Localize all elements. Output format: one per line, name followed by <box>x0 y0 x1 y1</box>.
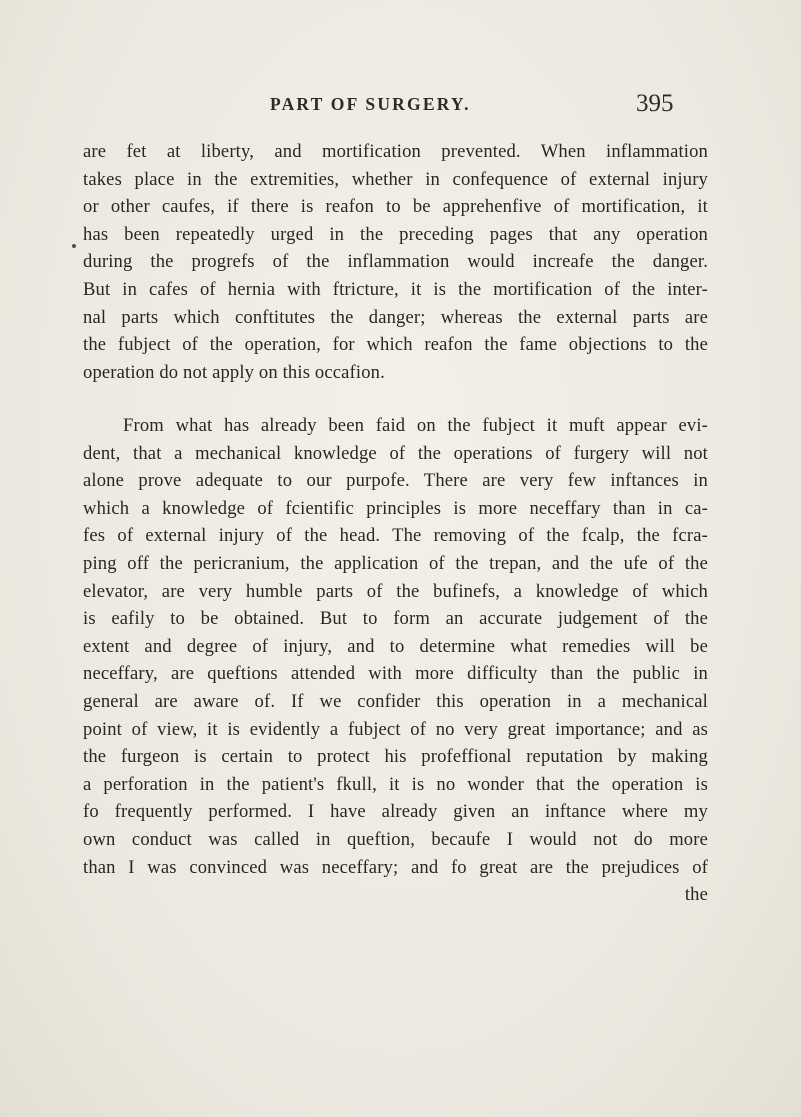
paragraph-2 <box>83 412 708 909</box>
text-line: during the progrefs of the inflammation would increafe the danger. <box>83 251 708 273</box>
text-line: which a knowledge of fcientific principles is more neceffary than in ca- <box>83 497 708 519</box>
page-header <box>0 92 801 132</box>
text-line: own conduct was called in queftion, becaufe I would not do more <box>83 828 708 850</box>
text-line: point of view, it is evidently a fubject of no very great importance; and as <box>83 718 708 740</box>
text-line: neceffary, are queftions attended with more difficulty than the public in <box>83 663 708 685</box>
text-line: are fet at liberty, and mortification prevented. When inflammation <box>83 141 708 162</box>
text-line: is eafily to be obtained. But to form an accurate judgement of the <box>83 608 708 630</box>
catchword: the <box>684 884 708 906</box>
text-line: alone prove adequate to our purpofe. There are very few inftances in <box>83 470 708 492</box>
text-line: fo frequently performed. I have already given an inftance where my <box>83 801 708 823</box>
text-line: has been repeatedly urged in the preceding pages that any operation <box>83 223 708 245</box>
text-line: a perforation in the patient's fkull, it is no wonder that the operation is <box>83 773 708 795</box>
text-line: extent and degree of injury, and to determine what remedies will be <box>83 635 708 657</box>
text-line: ping off the pericranium, the application of the trepan, and the ufe of the <box>83 552 708 574</box>
text-line: But in cafes of hernia with ftricture, it is the mortification of the inter- <box>83 278 708 300</box>
paragraph-1 <box>83 138 708 386</box>
text-line: takes place in the extremities, whether in confequence of external injury <box>83 168 708 190</box>
text-line: dent, that a mechanical knowledge of the operations of furgery will not <box>83 442 708 464</box>
text-line: fes of external injury of the head. The removing of the fcalp, the fcra- <box>83 525 708 547</box>
text-line: the fubject of the operation, for which reafon the fame objections to the <box>83 334 708 356</box>
text-line: From what has already been faid on the fubject it muft appear evi- <box>123 415 708 436</box>
running-head: PART OF SURGERY. <box>270 94 471 114</box>
text-line: than I was convinced was neceffary; and fo great are the prejudices of <box>83 856 708 878</box>
text-line: or other caufes, if there is reafon to be apprehenfive of mortification, it <box>83 196 708 218</box>
margin-mark <box>72 244 76 248</box>
text-line: operation do not apply on this occafion. <box>83 361 385 383</box>
page-number: 395 <box>636 90 674 117</box>
text-line: nal parts which conftitutes the danger; whereas the external parts are <box>83 306 708 328</box>
text-line: elevator, are very humble parts of the bufinefs, a knowledge of which <box>83 580 708 602</box>
text-line: the furgeon is certain to protect his profeffional reputation by making <box>83 746 708 768</box>
text-line: general are aware of. If we confider this operation in a mechanical <box>83 690 708 712</box>
